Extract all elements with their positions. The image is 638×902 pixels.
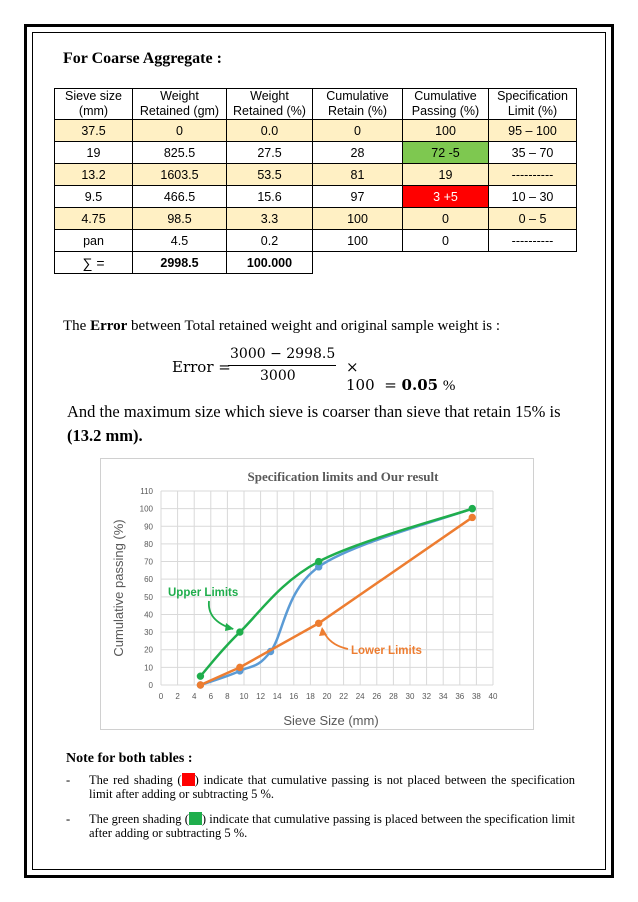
section-heading: For Coarse Aggregate : — [63, 50, 222, 67]
sum-percent: 100.000 — [227, 252, 313, 274]
y-axis-label: Cumulative passing (%) — [111, 519, 126, 657]
x-tick-label: 28 — [388, 692, 398, 701]
x-tick-label: 24 — [355, 692, 365, 701]
x-tick-label: 40 — [488, 692, 498, 701]
cell-sieve: 13.2 — [55, 164, 133, 186]
cell-weight-gm: 98.5 — [133, 208, 227, 230]
formula-numerator: 3000 − 2998.5 — [230, 346, 336, 362]
cell-weight-pct: 0.0 — [227, 120, 313, 142]
cell-weight-pct: 15.6 — [227, 186, 313, 208]
y-tick-label: 40 — [144, 610, 153, 620]
arrowhead-lower — [319, 627, 327, 636]
header-cumulative-passing: Cumulative Passing (%) — [403, 89, 489, 120]
cell-cum-passing: 19 — [403, 164, 489, 186]
x-tick-label: 22 — [339, 692, 349, 701]
cell-weight-gm: 825.5 — [133, 142, 227, 164]
chart-title: Specification limits and Our result — [247, 469, 439, 484]
x-tick-label: 20 — [322, 692, 332, 701]
cell-cum-retain: 0 — [313, 120, 403, 142]
header-sieve-size: Sieve size (mm) — [55, 89, 133, 120]
series-line-upper — [200, 509, 472, 677]
sum-symbol: ∑ = — [55, 252, 133, 274]
grading-chart — [100, 458, 534, 730]
header-specification-limit: Specification Limit (%) — [489, 89, 577, 120]
cell-cum-retain: 81 — [313, 164, 403, 186]
green-swatch-icon — [189, 812, 202, 825]
cell-weight-gm: 466.5 — [133, 186, 227, 208]
x-tick-label: 30 — [405, 692, 415, 701]
header-weight-retained-gm: Weight Retained (gm) — [133, 89, 227, 120]
chart-svg — [101, 459, 535, 731]
cell-sieve: 37.5 — [55, 120, 133, 142]
annotation-arrow-upper — [209, 601, 233, 629]
error-formula — [172, 346, 472, 394]
error-sentence: The Error between Total retained weight and original sample weight is : — [63, 318, 501, 334]
table-sum-row — [55, 252, 577, 274]
x-tick-label: 16 — [289, 692, 299, 701]
x-tick-label: 34 — [438, 692, 448, 701]
x-tick-label: 32 — [422, 692, 432, 701]
cell-spec-limit: 95 – 100 — [489, 120, 577, 142]
data-point — [237, 629, 243, 635]
cell-cum-retain: 100 — [313, 208, 403, 230]
cell-weight-gm: 0 — [133, 120, 227, 142]
cell-cum-passing: 100 — [403, 120, 489, 142]
note-title: Note for both tables : — [66, 751, 193, 766]
cell-weight-pct: 0.2 — [227, 230, 313, 252]
cell-spec-limit: 10 – 30 — [489, 186, 577, 208]
cell-spec-limit: 35 – 70 — [489, 142, 577, 164]
cell-cum-passing: 0 — [403, 230, 489, 252]
table-row — [55, 164, 577, 186]
table-header-row — [55, 89, 577, 120]
cell-spec-limit: ---------- — [489, 164, 577, 186]
cell-cum-retain: 97 — [313, 186, 403, 208]
cell-sieve: 19 — [55, 142, 133, 164]
y-tick-label: 30 — [144, 628, 153, 638]
x-tick-label: 12 — [256, 692, 266, 701]
header-weight-retained-pct: Weight Retained (%) — [227, 89, 313, 120]
table-row — [55, 120, 577, 142]
x-tick-label: 38 — [471, 692, 481, 701]
data-point — [197, 682, 203, 688]
cell-weight-pct: 3.3 — [227, 208, 313, 230]
x-tick-label: 36 — [455, 692, 465, 701]
cell-cum-passing: 0 — [403, 208, 489, 230]
cell-weight-pct: 53.5 — [227, 164, 313, 186]
x-tick-label: 8 — [225, 692, 230, 701]
y-tick-label: 50 — [144, 592, 153, 602]
formula-denominator: 3000 — [260, 368, 296, 384]
table-row — [55, 230, 577, 252]
formula-rhs: × 100 = 0.05 % — [346, 358, 456, 394]
blank-cell — [313, 252, 577, 274]
x-tick-label: 6 — [208, 692, 214, 701]
note-green: - The green shading ( ) indicate that cumulative passing is placed between the specification limit after adding or subtracting 5 %. — [66, 812, 575, 840]
sum-weight: 2998.5 — [133, 252, 227, 274]
data-point — [316, 558, 322, 564]
x-axis-label: Sieve Size (mm) — [283, 713, 379, 728]
data-point — [469, 505, 475, 511]
cell-sieve: 4.75 — [55, 208, 133, 230]
table-row — [55, 208, 577, 230]
data-point — [316, 620, 322, 626]
x-tick-label: 18 — [305, 692, 315, 701]
y-tick-label: 60 — [144, 575, 153, 585]
y-tick-label: 10 — [144, 663, 153, 673]
table-row — [55, 142, 577, 164]
x-tick-label: 10 — [239, 692, 249, 701]
y-tick-label: 70 — [144, 557, 153, 567]
formula-lhs: Error = — [172, 358, 231, 376]
cell-cum-retain: 28 — [313, 142, 403, 164]
y-tick-label: 100 — [139, 504, 153, 514]
cell-weight-gm: 1603.5 — [133, 164, 227, 186]
cell-weight-pct: 27.5 — [227, 142, 313, 164]
table-row — [55, 186, 577, 208]
y-tick-label: 110 — [140, 487, 153, 496]
cell-sieve: 9.5 — [55, 186, 133, 208]
annotation-upper-limits: Upper Limits — [168, 587, 239, 599]
header-cumulative-retain: Cumulative Retain (%) — [313, 89, 403, 120]
y-tick-label: 0 — [148, 681, 153, 690]
cell-cum-passing-green: 72 -5 — [403, 142, 489, 164]
fraction-bar — [228, 365, 336, 366]
annotation-lower-limits: Lower Limits — [351, 645, 422, 657]
x-tick-label: 14 — [272, 692, 282, 701]
y-tick-label: 90 — [144, 522, 153, 532]
note-red: - The red shading ( ) indicate that cumulative passing is not placed between the specification limit after adding or subtracting 5 %. — [66, 773, 575, 801]
x-tick-label: 26 — [372, 692, 382, 701]
x-tick-label: 0 — [158, 692, 164, 701]
series-line-lower — [200, 517, 472, 685]
data-point — [469, 514, 475, 520]
x-tick-label: 2 — [175, 692, 180, 701]
data-point — [197, 673, 203, 679]
y-tick-label: 80 — [144, 539, 153, 549]
sieve-analysis-table — [54, 88, 577, 274]
cell-spec-limit: 0 – 5 — [489, 208, 577, 230]
data-point — [237, 664, 243, 670]
cell-sieve: pan — [55, 230, 133, 252]
cell-cum-retain: 100 — [313, 230, 403, 252]
red-swatch-icon — [182, 773, 195, 786]
x-tick-label: 4 — [191, 692, 197, 701]
cell-cum-passing-red: 3 +5 — [403, 186, 489, 208]
max-size-sentence: And the maximum size which sieve is coarser than sieve that retain 15% is (13.2 mm). — [67, 402, 561, 445]
cell-weight-gm: 4.5 — [133, 230, 227, 252]
cell-spec-limit: ---------- — [489, 230, 577, 252]
y-tick-label: 20 — [144, 645, 153, 655]
